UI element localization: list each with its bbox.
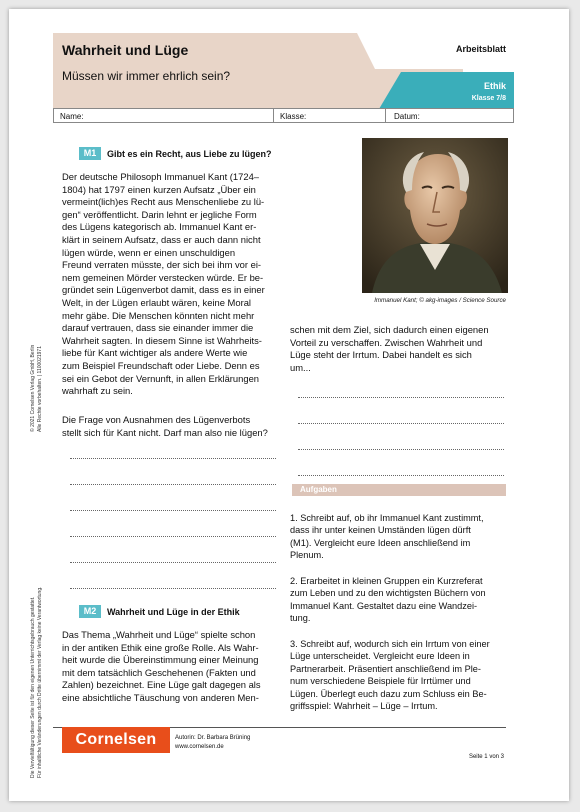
text-line: liebe für Kant wichtiger als andere Werte wie bbox=[62, 347, 248, 359]
answer-line[interactable] bbox=[298, 423, 504, 424]
text-line: heit wurde die Übereinstimmung einer Meinung bbox=[62, 654, 259, 666]
text-line: gen“ veröffentlicht. Darin lehnt er jegliche Form bbox=[62, 208, 257, 220]
text-line: Wahrheit sagten. In diesem Sinne ist Wahrheits- bbox=[62, 334, 262, 346]
text-line: des Lügens kategorisch ab. Immanuel Kant er- bbox=[62, 221, 257, 233]
header-label-block bbox=[357, 33, 514, 109]
usage-note-2: Für inhaltliche Veränderungen durch Dritte übernimmt der Verlag keine Verantwortung. bbox=[37, 586, 43, 778]
text-line: lügen würde, wenn er einen unschuldigen bbox=[62, 246, 236, 258]
text-line: Lüge unterscheidet. Vergleicht eure Ideen in bbox=[290, 651, 470, 662]
text-line: sei ein Gebot der Vernunft, in allen Erklärungen bbox=[62, 372, 259, 384]
answer-line[interactable] bbox=[70, 484, 276, 485]
class-field-label: Klasse: bbox=[280, 112, 307, 121]
text-line: nem gemeinen Mörder verstecken würde. Er be- bbox=[62, 271, 264, 283]
answer-line[interactable] bbox=[298, 449, 504, 450]
text-line: wahrhaft zu sein. bbox=[62, 385, 133, 397]
answer-line[interactable] bbox=[70, 588, 276, 589]
portrait-caption: Immanuel Kant; © akg-images / Science Source bbox=[374, 297, 506, 304]
m2-text bbox=[62, 629, 278, 705]
doc-type-label: Arbeitsblatt bbox=[455, 44, 506, 54]
usage-note-1: Die Vervielfältigung dieser Seite ist für den eigenen Unterrichtsgebrauch gestattet. bbox=[30, 596, 36, 778]
m1-question bbox=[62, 414, 278, 439]
text-line: Das Thema „Wahrheit und Lüge“ spielte schon bbox=[62, 629, 256, 640]
text-line: Partnerarbeit. Präsentiert anschließend im Ple- bbox=[290, 663, 481, 674]
kant-portrait bbox=[362, 138, 508, 293]
author-credit: Autorin: Dr. Barbara Brüning bbox=[175, 735, 251, 741]
task-2 bbox=[290, 575, 506, 625]
answer-line[interactable] bbox=[70, 536, 276, 537]
m2-continuation-text bbox=[290, 324, 506, 374]
m2-title: Wahrheit und Lüge in der Ethik bbox=[107, 607, 240, 617]
page-subtitle: Müssen wir immer ehrlich sein? bbox=[62, 69, 231, 83]
text-line: Freund verraten müsste, der sich bei ihm vor ei- bbox=[62, 259, 262, 271]
text-line: 2. Erarbeitet in kleinen Gruppen ein Kurzreferat bbox=[290, 576, 483, 586]
answer-line[interactable] bbox=[298, 397, 504, 398]
divider bbox=[273, 109, 274, 122]
text-line: stellt sich für Kant nicht. Darf man also nie lügen? bbox=[62, 426, 268, 438]
text-line: mit dem tatsächlich Geschehenen (Fakten und bbox=[62, 666, 256, 678]
text-line: schen mit dem Ziel, sich dadurch einen eigenen bbox=[290, 324, 489, 335]
m1-text bbox=[62, 171, 278, 398]
answer-line[interactable] bbox=[298, 475, 504, 476]
portrait-image bbox=[362, 138, 508, 293]
answer-line[interactable] bbox=[70, 562, 276, 563]
divider bbox=[385, 109, 386, 122]
text-line: 3. Schreibt auf, wodurch sich ein Irrtum von einer bbox=[290, 639, 490, 649]
subject-label: Ethik bbox=[483, 81, 506, 91]
text-line: eine absichtliche Täuschung von anderen Men- bbox=[62, 691, 259, 703]
text-line: in der antiken Ethik eine große Rolle. Als Wahr- bbox=[62, 641, 259, 653]
answer-line[interactable] bbox=[70, 458, 276, 459]
m1-badge: M1 bbox=[79, 147, 101, 160]
text-line: vermeint(lich)es Recht aus Menschenliebe zu lü- bbox=[62, 196, 265, 208]
text-line: 1. Schreibt auf, ob ihr Immanuel Kant zustimmt, bbox=[290, 513, 484, 523]
text-line: tung. bbox=[290, 613, 311, 624]
copyright-note-1: © 2021 Cornelsen Verlag GmbH, Berlin bbox=[30, 344, 36, 432]
page-number: Seite 1 von 3 bbox=[468, 754, 504, 760]
tasks-heading: Aufgaben bbox=[300, 485, 337, 494]
task-3 bbox=[290, 638, 506, 712]
text-line: darauf vertrauen, dass sie einander immer die bbox=[62, 322, 254, 334]
text-line: 1804) hat 1797 einen kurzen Aufsatz „Über ein bbox=[62, 183, 256, 195]
text-line: Vorteil zu verschaffen. Zwischen Wahrheit und bbox=[290, 336, 483, 348]
text-line: zum Leben und zu den wichtigsten Büchern von bbox=[290, 588, 486, 599]
cornelsen-logo: Cornelsen bbox=[62, 727, 170, 753]
date-field-label: Datum: bbox=[394, 112, 420, 121]
page-title: Wahrheit und Lüge bbox=[62, 42, 189, 58]
name-class-date-bar bbox=[53, 108, 514, 123]
name-field-label: Name: bbox=[60, 112, 84, 121]
text-line: Der deutsche Philosoph Immanuel Kant (1724– bbox=[62, 171, 259, 182]
text-line: mehr gäbe. Die Menschen könnten nicht mehr bbox=[62, 309, 255, 321]
m2-badge: M2 bbox=[79, 605, 101, 618]
text-line: gründet sein Lügenverbot damit, dass es in einer bbox=[62, 284, 265, 296]
text-line: Immanuel Kant. Gestaltet dazu eine Wandzei- bbox=[290, 600, 478, 611]
grade-label: Klasse 7/8 bbox=[471, 95, 506, 102]
task-1 bbox=[290, 512, 506, 562]
text-line: um... bbox=[290, 361, 311, 373]
m1-title: Gibt es ein Recht, aus Liebe zu lügen? bbox=[107, 149, 272, 159]
copyright-note-2: Alle Rechte vorbehalten. | 1100021971 bbox=[37, 346, 43, 432]
text-line: zum Beispiel Freundschaft oder Liebe. Denn es bbox=[62, 359, 260, 371]
text-line: num verschiedene Beispiele für Irrtümer und bbox=[290, 676, 471, 687]
text-line: Welt, in der Lügen erlaubt wären, keine Moral bbox=[62, 296, 251, 308]
text-line: klärt in seinem Aufsatz, dass er auch dann nicht bbox=[62, 233, 261, 245]
text-line: Lügen. Überlegt euch dazu zum Schluss ein Be- bbox=[290, 688, 487, 699]
text-line: Plenum. bbox=[290, 550, 324, 561]
text-line: Lüge steht der Irrtum. Dabei handelt es sich bbox=[290, 349, 472, 361]
website-link[interactable]: www.cornelsen.de bbox=[175, 744, 224, 750]
text-line: (M1). Vergleicht eure Ideen anschließend im bbox=[290, 537, 471, 548]
text-line: dass ihr unter keinen Umständen lügen dürft bbox=[290, 525, 471, 536]
text-line: griffsspiel: Wahrheit – Lüge – Irrtum. bbox=[290, 701, 438, 712]
text-line: Zahlen) bezeichnet. Eine Lüge galt dagegen als bbox=[62, 679, 261, 691]
answer-line[interactable] bbox=[70, 510, 276, 511]
text-line: Die Frage von Ausnahmen des Lügenverbots bbox=[62, 414, 251, 425]
